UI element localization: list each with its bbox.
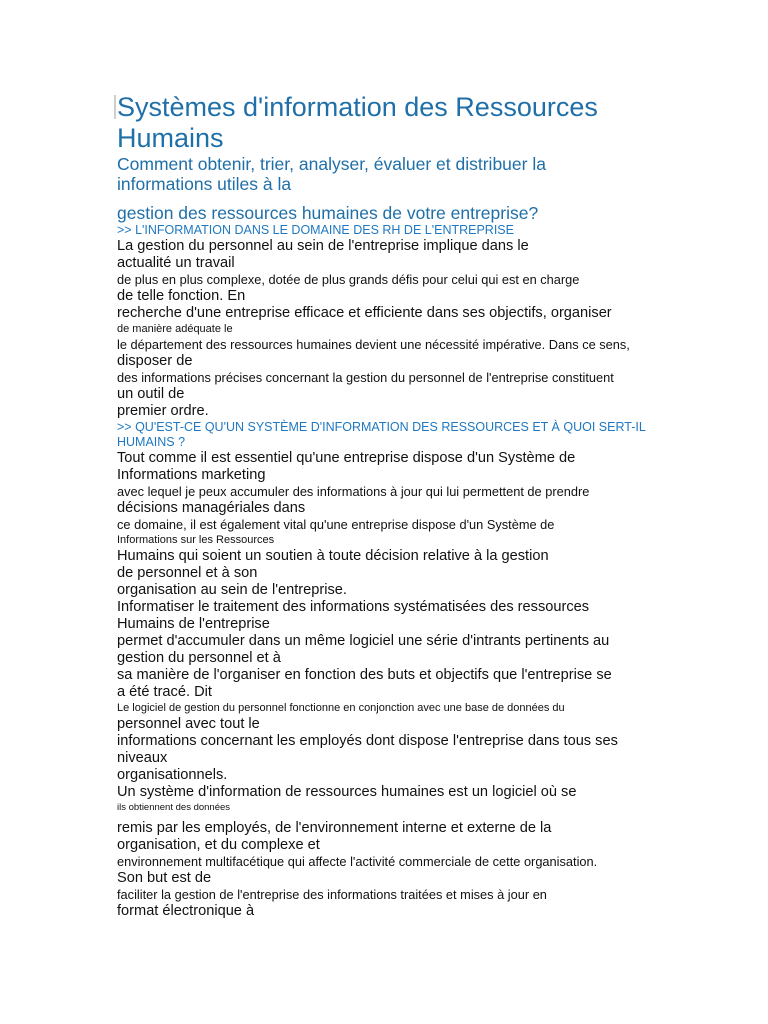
section-heading-2	[117, 420, 677, 450]
subtitle-line: informations utiles à la	[117, 174, 292, 194]
text-cursor	[114, 95, 116, 119]
body-line: a été tracé. Dit	[117, 684, 212, 700]
body-line: Informations sur les Ressources	[117, 534, 275, 546]
body-line: disposer de	[117, 353, 193, 369]
body-line: Informations marketing	[117, 467, 266, 483]
body-line: gestion du personnel et à	[117, 650, 281, 666]
body-line: niveaux	[117, 750, 168, 766]
body-line: de personnel et à son	[117, 565, 258, 581]
body-line: le département des ressources humaines devient une nécessité impérative. Dans ce sens,	[117, 337, 630, 352]
body-line: Humains de l'entreprise	[117, 616, 270, 632]
title-line: Systèmes d'information des Ressources	[117, 92, 598, 122]
body-line: premier ordre.	[117, 403, 209, 419]
body-line: Son but est de	[117, 870, 212, 886]
body-line: décisions managériales dans	[117, 500, 306, 516]
body-line: Tout comme il est essentiel qu'une entreprise dispose d'un Système de	[117, 450, 576, 466]
body-line: organisation, et du complexe et	[117, 837, 320, 853]
page-title	[117, 92, 677, 154]
subtitle-line: gestion des ressources humaines de votre entreprise?	[117, 203, 539, 223]
section-heading-line: HUMAINS ?	[117, 435, 186, 449]
subtitle-line: Comment obtenir, trier, analyser, évaluer et distribuer la	[117, 154, 546, 174]
body-line: format électronique à	[117, 903, 255, 919]
body-line: de telle fonction. En	[117, 288, 246, 304]
body-line: actualité un travail	[117, 255, 235, 271]
body-line: faciliter la gestion de l'entreprise des informations traitées et mises à jour en	[117, 887, 547, 902]
body-line: informations concernant les employés dont dispose l'entreprise dans tous ses	[117, 733, 618, 749]
body-line: permet d'accumuler dans un même logiciel une série d'intrants pertinents au	[117, 633, 610, 649]
section-2-body	[117, 450, 677, 920]
body-line: remis par les employés, de l'environnement interne et externe de la	[117, 820, 552, 836]
body-line: ce domaine, il est également vital qu'une entreprise dispose d'un Système de	[117, 517, 555, 532]
body-line: personnel avec tout le	[117, 716, 260, 732]
body-line: un outil de	[117, 386, 185, 402]
body-line: La gestion du personnel au sein de l'entreprise implique dans le	[117, 238, 529, 254]
body-line: avec lequel je peux accumuler des informations à jour qui lui permettent de prendre	[117, 484, 590, 499]
section-heading-line: >> QU'EST-CE QU'UN SYSTÈME D'INFORMATION DES RESSOURCES ET À QUOI SERT-IL	[117, 420, 646, 434]
body-line: recherche d'une entreprise efficace et efficiente dans ses objectifs, organiser	[117, 305, 612, 321]
body-line: Informatiser le traitement des informations systématisées des ressources	[117, 599, 590, 615]
section-1-body	[117, 238, 677, 420]
title-line: Humains	[117, 123, 224, 153]
document-page	[117, 92, 677, 920]
body-line: organisation au sein de l'entreprise.	[117, 582, 347, 598]
body-line: Le logiciel de gestion du personnel fonctionne en conjonction avec une base de données du	[117, 702, 565, 714]
body-line: environnement multifacétique qui affecte l'activité commerciale de cette organisation.	[117, 854, 598, 869]
body-line: sa manière de l'organiser en fonction des buts et objectifs que l'entreprise se	[117, 667, 612, 683]
body-line: des informations précises concernant la gestion du personnel de l'entreprise constituent	[117, 370, 614, 385]
subtitle	[117, 154, 677, 223]
body-line: de plus en plus complexe, dotée de plus grands défis pour celui qui est en charge	[117, 272, 580, 287]
body-line: Humains qui soient un soutien à toute décision relative à la gestion	[117, 548, 549, 564]
body-line: Un système d'information de ressources humaines est un logiciel où se	[117, 784, 577, 800]
body-line: ils obtiennent des données	[117, 802, 231, 813]
body-line: de manière adéquate le	[117, 323, 233, 335]
section-heading-1: >> L'INFORMATION DANS LE DOMAINE DES RH DE L'ENTREPRISE	[117, 223, 514, 237]
body-line: organisationnels.	[117, 767, 228, 783]
